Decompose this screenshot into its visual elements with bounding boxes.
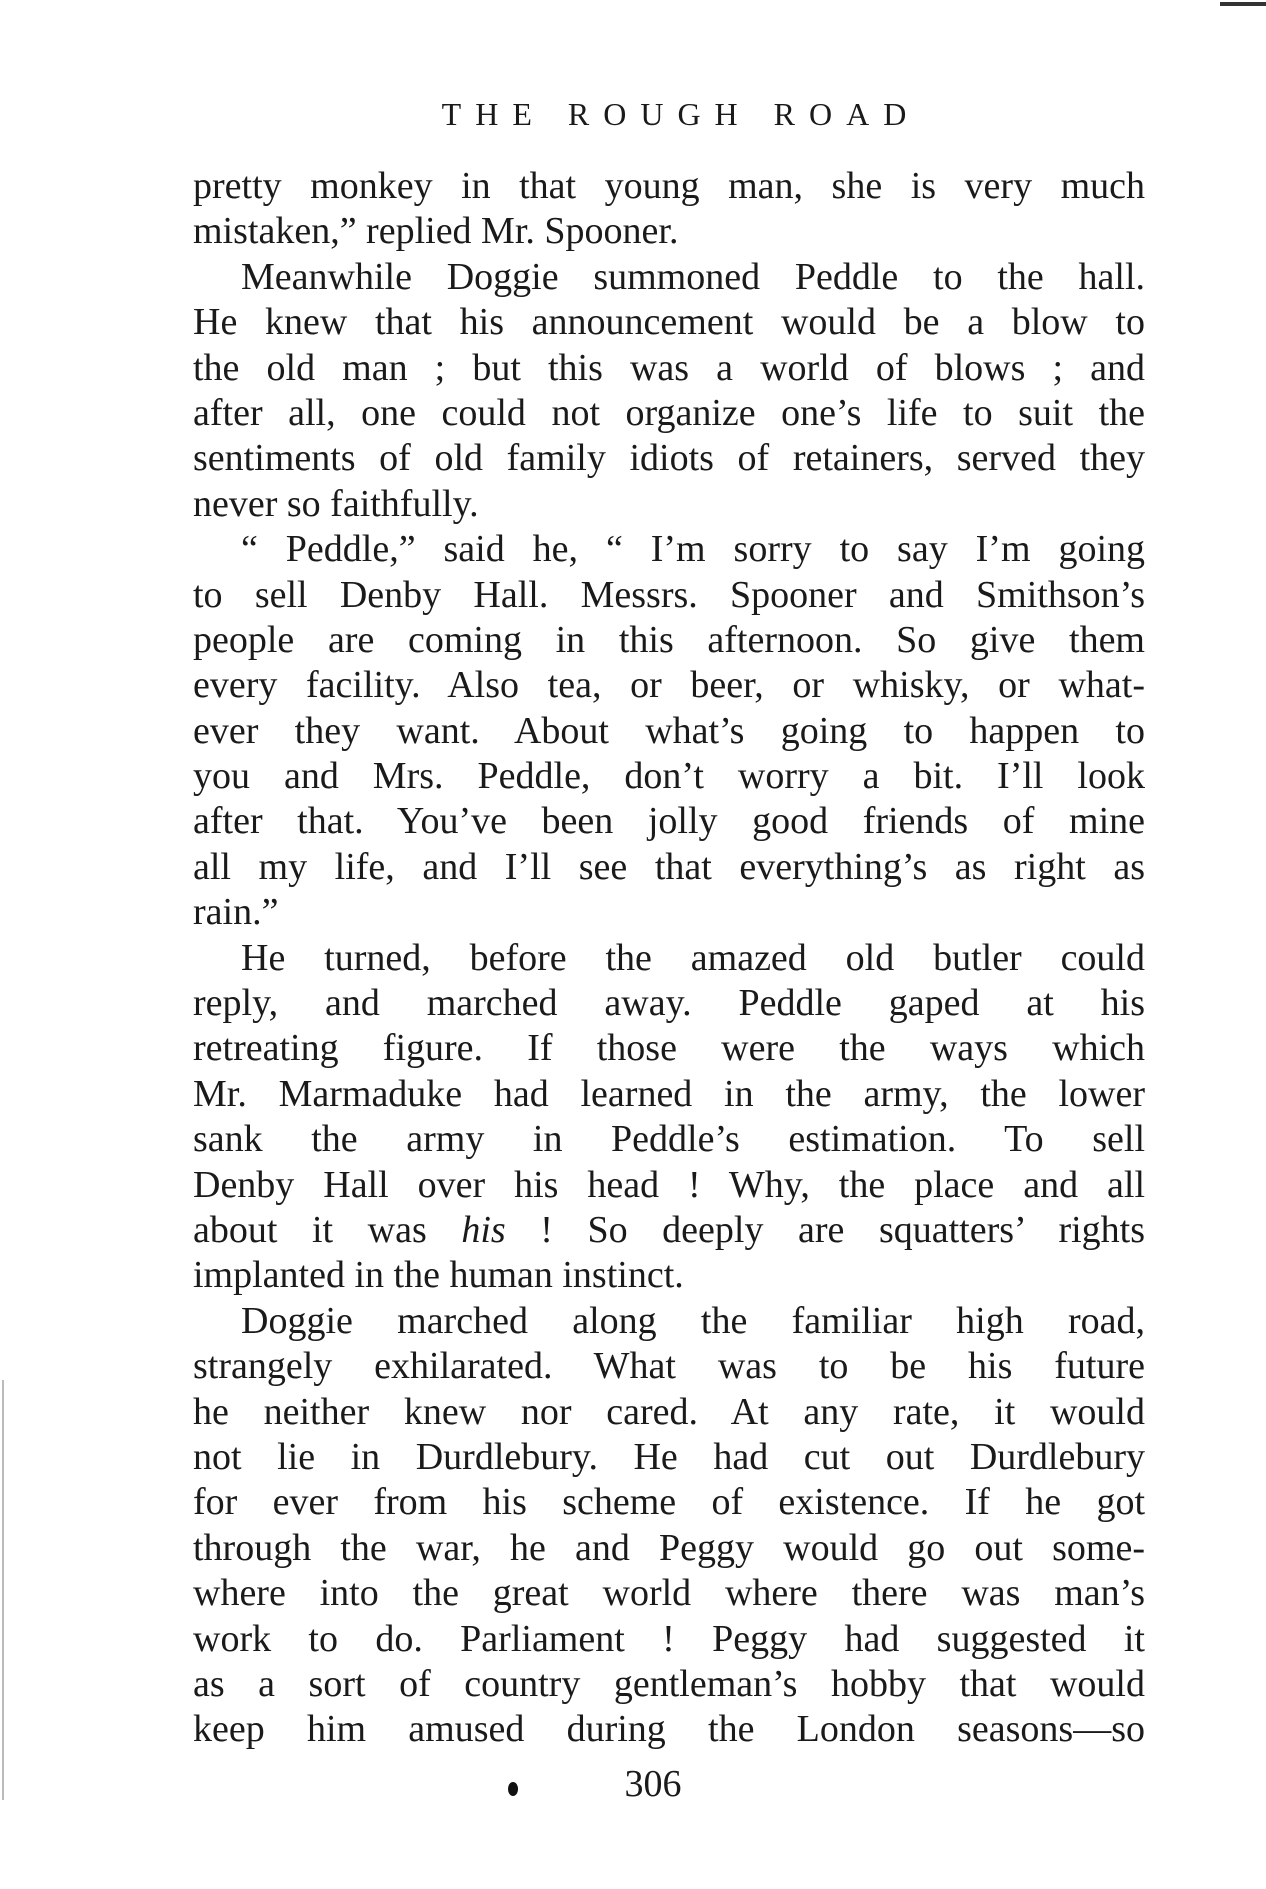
text-line: pretty monkey in that young man, she is very much [193, 165, 1145, 207]
text-line: after all, one could not organize one’s life to suit the [193, 391, 1145, 434]
text-line: ever they want. About what’s going to happen to [193, 709, 1145, 752]
text-line: mistaken,” replied Mr. Spooner. [193, 210, 679, 253]
text-line: through the war, he and Peggy would go out some- [193, 1526, 1145, 1569]
text-line: work to do. Parliament ! Peggy had suggested it [193, 1617, 1145, 1660]
text-line: for ever from his scheme of existence. If he got [193, 1481, 1145, 1524]
text-line: “ Peddle,” said he, “ I’m sorry to say I’m going [241, 528, 1145, 571]
text-line: he neither knew nor cared. At any rate, it would [193, 1390, 1145, 1433]
text-line: keep him amused during the London seasons—so [193, 1708, 1145, 1751]
text-line: He knew that his announcement would be a blow to [193, 301, 1145, 344]
text-line: every facility. Also tea, or beer, or whisky, or what- [193, 664, 1145, 707]
text-line: sank the army in Peddle’s estimation. To sell [193, 1118, 1145, 1161]
text-line: sentiments of old family idiots of retainers, served they [193, 437, 1145, 480]
text-line: people are coming in this afternoon. So give them [193, 618, 1145, 661]
text-line: Denby Hall over his head ! Why, the place and all [193, 1163, 1145, 1206]
text-line: Mr. Marmaduke had learned in the army, the lower [193, 1072, 1145, 1115]
text-line: Doggie marched along the familiar high road, [241, 1299, 1145, 1342]
text-line: implanted in the human instinct. [193, 1254, 684, 1297]
gutter-shadow [2, 1380, 4, 1800]
text-line: to sell Denby Hall. Messrs. Spooner and Smithson’s [193, 573, 1145, 616]
text-segment: about it was [193, 1208, 462, 1251]
text-line: after that. You’ve been jolly good friends of mine [193, 800, 1145, 843]
text-line: where into the great world where there was man’s [193, 1572, 1145, 1615]
page-number: 306 [624, 1763, 682, 1805]
text-segment: ! So deeply are squatters’ rights [505, 1208, 1145, 1251]
text-line: as a sort of country gentleman’s hobby that would [193, 1662, 1145, 1705]
text-line: He turned, before the amazed old butler could [241, 936, 1145, 979]
text-line: not lie in Durdlebury. He had cut out Durdlebury [193, 1435, 1145, 1478]
text-line: retreating figure. If those were the ways which [193, 1027, 1145, 1070]
text-line: Meanwhile Doggie summoned Peddle to the hall. [241, 255, 1145, 298]
text-line: rain.” [193, 891, 279, 934]
text-line-with-italic [193, 1208, 1145, 1253]
text-line: reply, and marched away. Peddle gaped at his [193, 982, 1145, 1025]
body-text [193, 164, 1145, 1753]
page-edge-rule [1220, 2, 1266, 6]
text-line: strangely exhilarated. What was to be his future [193, 1345, 1145, 1388]
text-line: the old man ; but this was a world of blows ; and [193, 346, 1145, 389]
text-line: never so faithfully. [193, 482, 479, 525]
italic-word: his [461, 1208, 506, 1251]
running-header: THE ROUGH ROAD [441, 96, 921, 132]
text-line: all my life, and I’ll see that everything’s as right as [193, 845, 1145, 888]
text-line: you and Mrs. Peddle, don’t worry a bit. I’ll look [193, 755, 1145, 798]
